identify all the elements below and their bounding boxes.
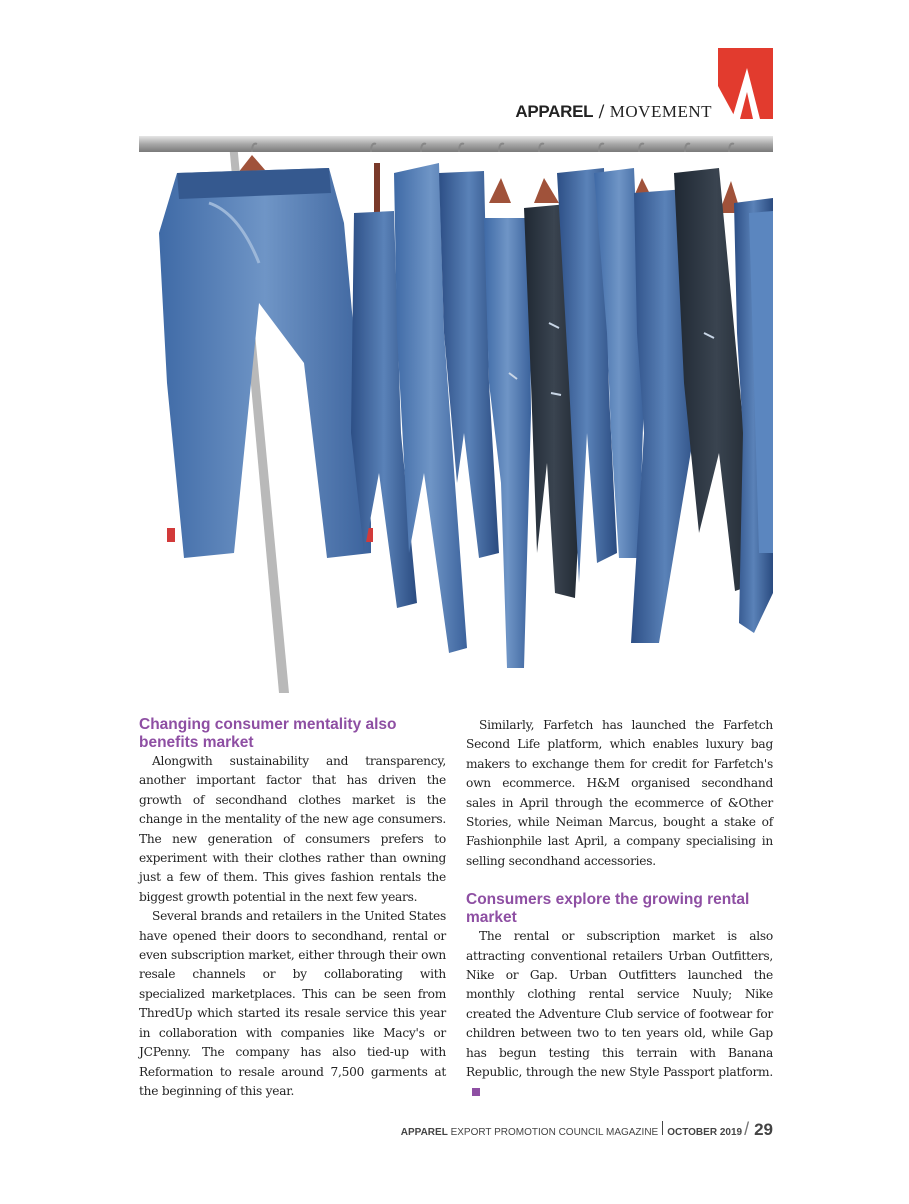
section-heading: Changing consumer mentality also benefits market (139, 716, 397, 751)
footer-slash: / (744, 1119, 750, 1139)
left-column (139, 716, 446, 1101)
section-separator: / (598, 102, 605, 122)
jeans-rack-photo (139, 133, 773, 693)
footer-brand: APPAREL (400, 1127, 448, 1138)
subsection-label: MOVEMENT (609, 102, 712, 121)
body-paragraph: Alongwith sustainability and transparency, another important factor that has driven the growth of secondhand clothes market is the change in the mentality of the new age consumers. The new generation of consumers prefers to experiment with their clothes rather than owning just a few of them. This gives fashion rentals the biggest growth potential in the next few years. (139, 754, 446, 904)
body-paragraph: Similarly, Farfetch has launched the Farfetch Second Life platform, which enables luxury bag makers to exchange them for credit for Farfetch's own ecommerce. H&M organised secondhand sales in April through the ecommerce of &Other Stories, while Neiman Marcus, bought a stake of Fashionphile last April, a company specialising in selling secondhand accessories. (466, 718, 773, 868)
body-paragraph-last (466, 927, 773, 1102)
magazine-logo-icon (718, 48, 773, 119)
section-label: APPAREL (515, 102, 594, 121)
page-footer (401, 1119, 773, 1140)
footer-issue: OCTOBER 2019 (667, 1127, 743, 1138)
right-column (466, 716, 773, 1102)
body-paragraph: Several brands and retailers in the United States have opened their doors to secondhand, rental or even subscription market, either through their own resale channels or by collaborating with specialized marketplaces. This can be seen from ThredUp which started its resale service this year in collaboration with companies like Macy's or JCPenny. The company has also tied-up with Reformation to resale around 7,500 garments at the beginning of this year. (139, 909, 446, 1098)
section-heading: Consumers explore the growing rental market (466, 891, 750, 927)
footer-divider (662, 1121, 663, 1135)
end-of-article-icon (472, 1088, 480, 1096)
body-text: The rental or subscription market is also attracting conventional retailers Urban Outfitters, Nike or Gap. Urban Outfitters launched the monthly clothing rental service Nuuly; Nike created the Adventure Club service of footwear for children between two to ten years old, while Gap has begun testing this terrain with Banana Republic, through the new Style Passport platform. (466, 929, 773, 1080)
section-header (515, 102, 712, 122)
footer-publication: EXPORT PROMOTION COUNCIL MAGAZINE (450, 1127, 659, 1138)
page-number: 29 (754, 1120, 773, 1139)
